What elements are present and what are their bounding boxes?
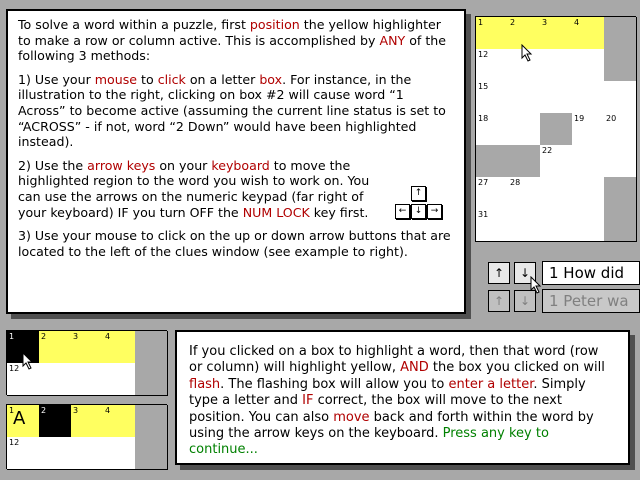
grid-cell[interactable]	[540, 177, 573, 210]
grid-cell[interactable]: 12	[476, 49, 509, 82]
mouse-pointer-icon	[521, 44, 533, 62]
grid-block	[604, 17, 637, 50]
grid-cell[interactable]	[572, 209, 605, 242]
help-method-3: 3) Use your mouse to click on the up or down arrow buttons that are located to the left of the clues window (see example to right).	[18, 228, 451, 259]
grid-block	[508, 145, 541, 178]
grid-cell[interactable]	[540, 209, 573, 242]
press-any-key-prompt[interactable]: Press any key to continue...	[189, 426, 549, 458]
grid-cell[interactable]: 3	[540, 17, 573, 50]
grid-block	[135, 331, 168, 364]
grid-cell: 12	[7, 437, 40, 470]
arrow-keys-illustration	[395, 186, 441, 224]
clue-line-inactive[interactable]: 1 Peter wa	[542, 289, 640, 313]
grid-cell	[103, 363, 136, 396]
grid-cell	[71, 363, 104, 396]
clue-up-button-2[interactable]: ↑	[488, 290, 510, 312]
grid-cell[interactable]	[572, 145, 605, 178]
grid-block	[135, 405, 168, 438]
grid-cell[interactable]	[508, 81, 541, 114]
grid-block	[135, 363, 168, 396]
grid-block	[604, 49, 637, 82]
word-position: position	[249, 17, 300, 32]
grid-cell[interactable]	[540, 49, 573, 82]
grid-cell: 2	[39, 331, 72, 364]
clue-line-active[interactable]: 1 How did	[542, 261, 640, 285]
grid-cell[interactable]: 2	[508, 17, 541, 50]
grid-cell[interactable]: 22	[540, 145, 573, 178]
grid-cell[interactable]: 1	[476, 17, 509, 50]
grid-cell[interactable]: 15	[476, 81, 509, 114]
grid-cell[interactable]: 31	[476, 209, 509, 242]
help-method-2: 2) Use the arrow keys on your keyboard to move the highlighted region to the word you wish to work on. You can use the arrows on the numeric keypad (far right of your keyboard) IF you turn OFF the NUM LOCK key first.	[18, 157, 370, 220]
grid-block	[604, 177, 637, 210]
right-arrow-key-icon: →	[427, 204, 442, 219]
grid-cell[interactable]: 19	[572, 113, 605, 146]
grid-cell	[71, 437, 104, 470]
cell-number: 1	[9, 406, 15, 415]
grid-cell[interactable]	[540, 81, 573, 114]
grid-cell[interactable]	[572, 49, 605, 82]
grid-cell[interactable]: 27	[476, 177, 509, 210]
grid-block	[604, 209, 637, 242]
help-intro: To solve a word within a puzzle, first position the yellow highlighter to make a row or column active. This is accomplished by ANY of the following 3 methods:	[18, 17, 447, 64]
help-panel	[6, 9, 466, 314]
grid-cell[interactable]: 4	[572, 17, 605, 50]
down-arrow-key-icon: ↓	[411, 204, 426, 219]
up-arrow-key-icon: ↑	[411, 186, 426, 201]
grid-cell	[39, 437, 72, 470]
grid-cell-filled	[7, 405, 40, 438]
grid-cell[interactable]	[572, 177, 605, 210]
continue-panel[interactable]: If you clicked on a box to highlight a word, then that word (row or column) will highlight yellow, AND the box you clicked on will flash. The flashing box will allow you to enter a letter. Simply type a letter and IF correct, the box will move to the next position. You can also move back and forth within the word by using the arrow keys on the keyboard. Press any key to continue...	[175, 330, 630, 465]
grid-cell[interactable]: 20	[604, 113, 637, 146]
grid-cell[interactable]: 18	[476, 113, 509, 146]
grid-cell[interactable]: 28	[508, 177, 541, 210]
grid-block	[135, 437, 168, 470]
grid-cell[interactable]	[508, 113, 541, 146]
left-arrow-key-icon: ←	[395, 204, 410, 219]
grid-cell: 4	[103, 405, 136, 438]
cell-letter: A	[13, 408, 26, 429]
grid-cell: 12	[7, 363, 40, 396]
grid-cell-flashing: 2	[39, 405, 72, 438]
grid-cell: 3	[71, 331, 104, 364]
word-any: ANY	[379, 32, 406, 48]
clue-down-button[interactable]: ↓	[514, 262, 536, 284]
grid-block	[540, 113, 573, 146]
grid-cell[interactable]	[508, 209, 541, 242]
grid-cell	[103, 437, 136, 470]
grid-block	[476, 145, 509, 178]
grid-cell[interactable]	[604, 145, 637, 178]
grid-cell	[39, 363, 72, 396]
help-method-1: 1) Use your mouse to click on a letter box. For instance, in the illustration to the right, clicking on box #2 will cause word “1 Across” to become active (assuming the current line status is set to “ACROSS” - if not, word “2 Down” would have been highlighted instead).	[18, 71, 446, 150]
clue-up-button[interactable]: ↑	[488, 262, 510, 284]
clue-down-button-2[interactable]: ↓	[514, 290, 536, 312]
grid-cell-flashing: 1	[7, 331, 40, 364]
grid-cell: 3	[71, 405, 104, 438]
puzzle-grid[interactable]	[475, 16, 636, 242]
grid-cell[interactable]	[604, 81, 637, 114]
mouse-pointer-icon	[22, 352, 34, 370]
grid-cell: 4	[103, 331, 136, 364]
mini-grid-2	[6, 404, 167, 469]
mouse-pointer-icon	[530, 276, 542, 294]
grid-cell[interactable]	[572, 81, 605, 114]
